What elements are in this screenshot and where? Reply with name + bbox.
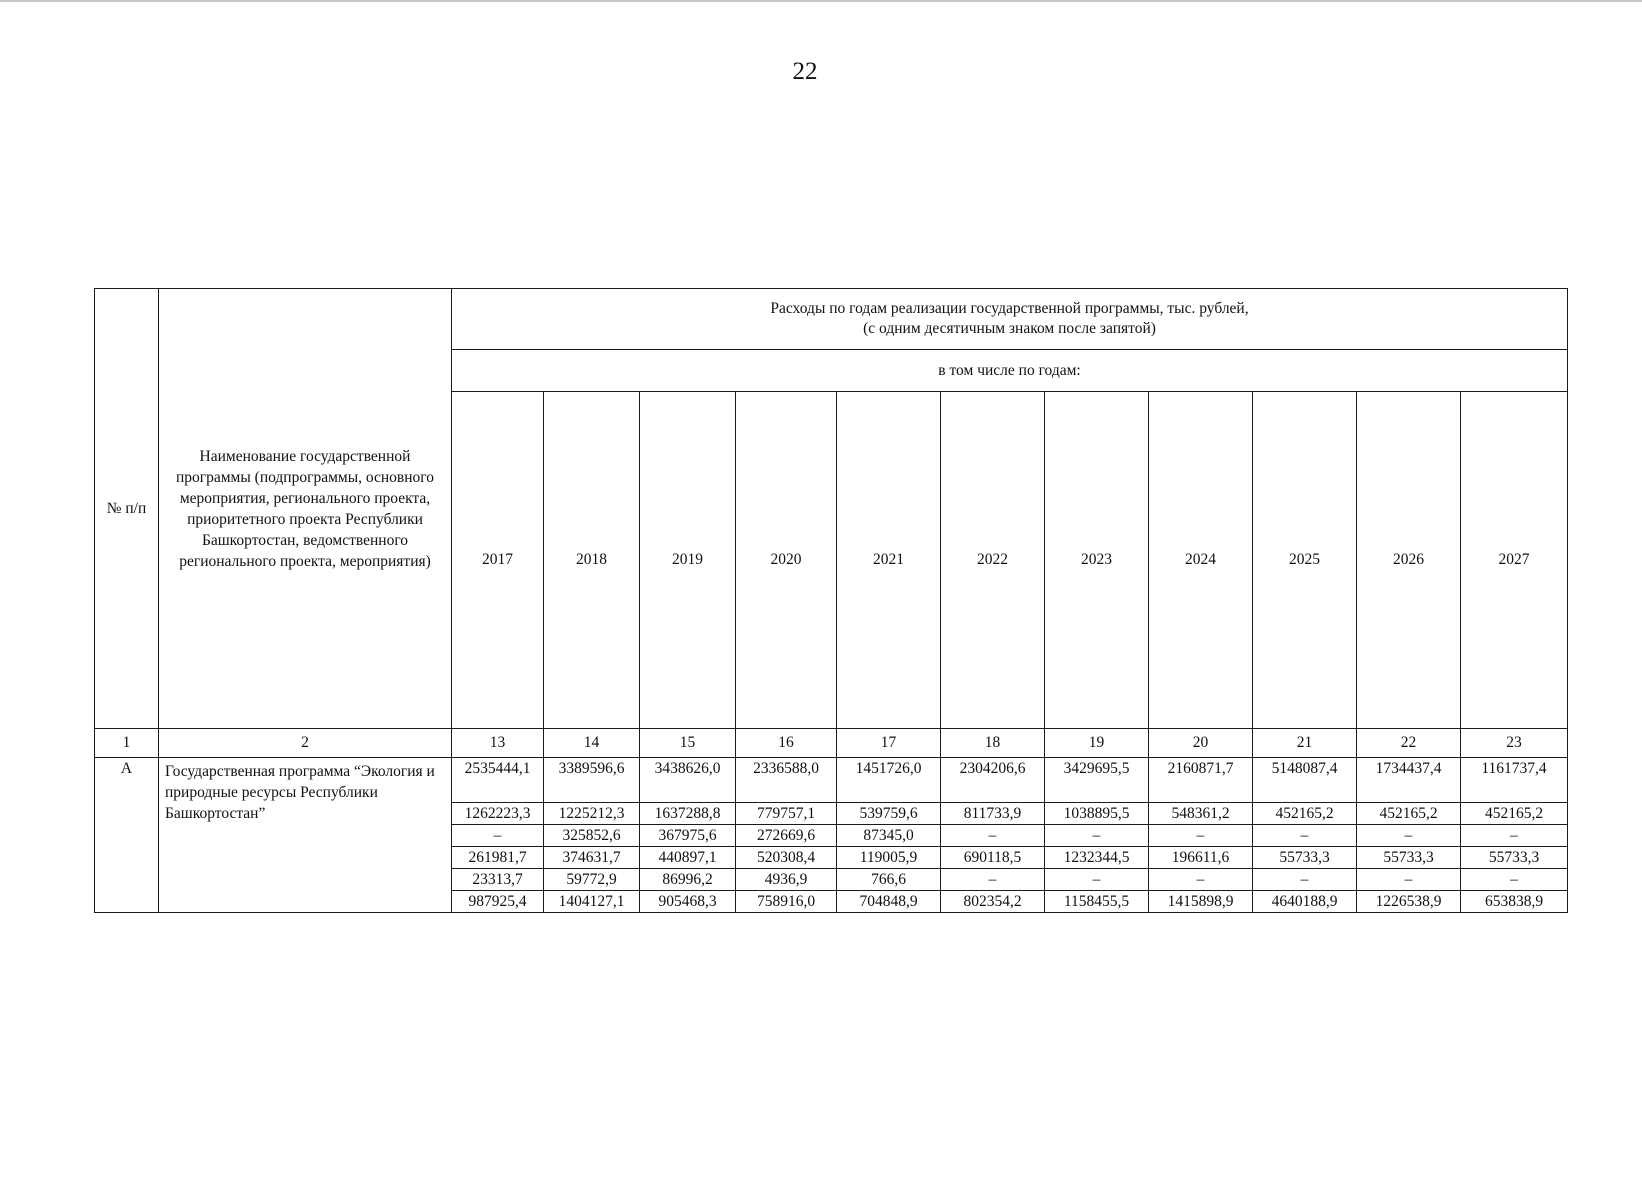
header-year: 2020: [736, 392, 837, 729]
header-year: 2027: [1461, 392, 1568, 729]
table-cell: 452165,2: [1461, 803, 1568, 825]
table-cell: –: [941, 825, 1045, 847]
header-name: Наименование государственной программы (подпрограммы, основного мероприятия, регионального проекта, приоритетного проекта Республики Башкортостан, ведомственного регионального проекта, мероприятия): [159, 289, 452, 729]
header-year: 2026: [1357, 392, 1461, 729]
column-number: 21: [1253, 729, 1357, 758]
header-year: 2021: [837, 392, 941, 729]
column-number: 23: [1461, 729, 1568, 758]
header-row-expenses: [95, 289, 1568, 350]
table-cell: 802354,2: [941, 891, 1045, 913]
table-cell: 3438626,0: [640, 758, 736, 803]
table-cell: 2160871,7: [1149, 758, 1253, 803]
table-cell: 5148087,4: [1253, 758, 1357, 803]
table-cell: 261981,7: [452, 847, 544, 869]
table-row: [95, 758, 1568, 803]
table-cell: 367975,6: [640, 825, 736, 847]
header-year: 2024: [1149, 392, 1253, 729]
table-cell: 811733,9: [941, 803, 1045, 825]
column-number: 20: [1149, 729, 1253, 758]
header-year: 2018: [544, 392, 640, 729]
table-cell: 119005,9: [837, 847, 941, 869]
table-cell: 905468,3: [640, 891, 736, 913]
column-number: 13: [452, 729, 544, 758]
table-cell: 272669,6: [736, 825, 837, 847]
header-including: в том числе по годам:: [452, 350, 1568, 392]
table-cell: 539759,6: [837, 803, 941, 825]
table-cell: –: [1149, 825, 1253, 847]
table-cell: –: [1149, 869, 1253, 891]
table-cell: 1262223,3: [452, 803, 544, 825]
column-number: 15: [640, 729, 736, 758]
table-cell: 2304206,6: [941, 758, 1045, 803]
table-cell: 452165,2: [1357, 803, 1461, 825]
table-cell: –: [941, 869, 1045, 891]
table-cell: 779757,1: [736, 803, 837, 825]
column-number: 19: [1045, 729, 1149, 758]
column-number: 17: [837, 729, 941, 758]
table-cell: 55733,3: [1253, 847, 1357, 869]
table-cell: 766,6: [837, 869, 941, 891]
table-cell: 1451726,0: [837, 758, 941, 803]
table-cell: 1158455,5: [1045, 891, 1149, 913]
column-number: 14: [544, 729, 640, 758]
table-cell: 1734437,4: [1357, 758, 1461, 803]
table-cell: 23313,7: [452, 869, 544, 891]
column-number: 22: [1357, 729, 1461, 758]
table-cell: –: [1357, 825, 1461, 847]
table-cell: 440897,1: [640, 847, 736, 869]
header-year: 2019: [640, 392, 736, 729]
table-cell: 2535444,1: [452, 758, 544, 803]
table-cell: 1404127,1: [544, 891, 640, 913]
table-cell: 1226538,9: [1357, 891, 1461, 913]
table-cell: 1415898,9: [1149, 891, 1253, 913]
scan-edge: [0, 0, 1642, 2]
header-year: 2025: [1253, 392, 1357, 729]
table-cell: 55733,3: [1357, 847, 1461, 869]
header-year: 2022: [941, 392, 1045, 729]
table-cell: –: [1253, 825, 1357, 847]
table-cell: 196611,6: [1149, 847, 1253, 869]
table-cell: 374631,7: [544, 847, 640, 869]
table-cell: 1225212,3: [544, 803, 640, 825]
table-cell: 548361,2: [1149, 803, 1253, 825]
header-year: 2023: [1045, 392, 1149, 729]
table-cell: 1637288,8: [640, 803, 736, 825]
table-cell: 325852,6: [544, 825, 640, 847]
table-cell: –: [1357, 869, 1461, 891]
table-cell: –: [1045, 825, 1149, 847]
table-cell: –: [1461, 825, 1568, 847]
table-cell: 1232344,5: [1045, 847, 1149, 869]
table-cell: 690118,5: [941, 847, 1045, 869]
table-cell: 704848,9: [837, 891, 941, 913]
table-cell: 1161737,4: [1461, 758, 1568, 803]
table-cell: 86996,2: [640, 869, 736, 891]
table-cell: 3389596,6: [544, 758, 640, 803]
table-cell: –: [1045, 869, 1149, 891]
table-cell: 520308,4: [736, 847, 837, 869]
table-cell: 59772,9: [544, 869, 640, 891]
table-cell: 3429695,5: [1045, 758, 1149, 803]
program-code: А: [95, 758, 159, 913]
table-cell: 653838,9: [1461, 891, 1568, 913]
table-cell: –: [452, 825, 544, 847]
table-cell: 987925,4: [452, 891, 544, 913]
budget-table: [94, 288, 1568, 913]
page-number: 22: [792, 58, 818, 85]
table-cell: 452165,2: [1253, 803, 1357, 825]
header-year: 2017: [452, 392, 544, 729]
table-cell: 758916,0: [736, 891, 837, 913]
table-cell: –: [1253, 869, 1357, 891]
header-expenses: [452, 289, 1568, 350]
column-number: 1: [95, 729, 159, 758]
table-cell: 4936,9: [736, 869, 837, 891]
column-numbers-row: [95, 729, 1568, 758]
column-number: 16: [736, 729, 837, 758]
program-name: Государственная программа “Экология и природные ресурсы Республики Башкортостан”: [159, 758, 452, 913]
table-cell: –: [1461, 869, 1568, 891]
table-cell: 2336588,0: [736, 758, 837, 803]
header-expenses-line1: Расходы по годам реализации государственной программы, тыс. рублей,: [770, 300, 1249, 317]
column-number: 18: [941, 729, 1045, 758]
table-cell: 4640188,9: [1253, 891, 1357, 913]
table-cell: 55733,3: [1461, 847, 1568, 869]
column-number: 2: [159, 729, 452, 758]
header-num: № п/п: [95, 289, 159, 729]
table-cell: 87345,0: [837, 825, 941, 847]
table-cell: 1038895,5: [1045, 803, 1149, 825]
header-expenses-line2: (с одним десятичным знаком после запятой): [863, 320, 1156, 337]
